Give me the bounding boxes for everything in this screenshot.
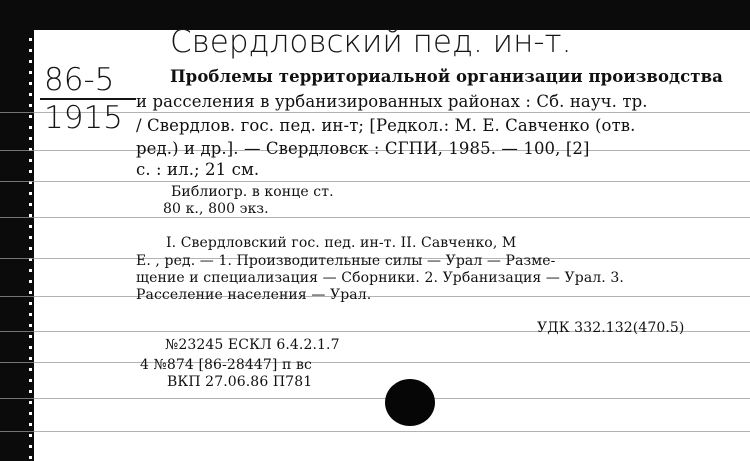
tracing-line: щение и специализация — Сборники. 2. Урбанизация — Урал. 3. [136, 270, 624, 286]
entry-title-line: / Свердлов. гос. пед. ин-т; [Редкол.: М. Е. Савченко (отв. [136, 116, 636, 135]
handwritten-heading: Свердловский пед. ин-т. [170, 24, 572, 60]
registry-line: №23245 ЕСКЛ 6.4.2.1.7 [165, 337, 340, 353]
registry-line: 4 №874 [86-28447] п вс [140, 357, 312, 373]
entry-title-line: ред.) и др.]. — Свердловск : СГПИ, 1985. — 100, [2] [136, 139, 590, 158]
shelf-mark-top: 86-5 [44, 62, 115, 98]
tracing-line: Е. , ред. — 1. Производительные силы — Урал — Разме- [136, 253, 556, 269]
card-rule [0, 398, 750, 399]
punch-hole [385, 379, 435, 426]
tracing-line: Расселение населения — Урал. [136, 287, 372, 303]
card-rule [0, 181, 750, 182]
card-left-edge [0, 0, 34, 461]
udc-code: УДК 332.132(470.5) [537, 320, 685, 336]
card-rule [0, 296, 750, 297]
entry-title-line: Проблемы территориальной организации производства [170, 67, 723, 86]
card-rule [0, 217, 750, 218]
entry-note: Библиогр. в конце ст. [171, 184, 334, 200]
card-rule [0, 362, 750, 363]
entry-title-line: с. : ил.; 21 см. [136, 160, 260, 179]
shelf-mark [40, 60, 136, 138]
registry-line: ВКП 27.06.86 П781 [167, 374, 313, 390]
card-rule [0, 431, 750, 432]
entry-title-line: и расселения в урбанизированных районах : Сб. науч. тр. [136, 92, 648, 111]
entry-note: 80 к., 800 экз. [163, 201, 269, 217]
tracing-line: I. Свердловский гос. пед. ин-т. II. Савченко, М [166, 235, 517, 251]
shelf-mark-bottom: 1915 [44, 100, 123, 136]
